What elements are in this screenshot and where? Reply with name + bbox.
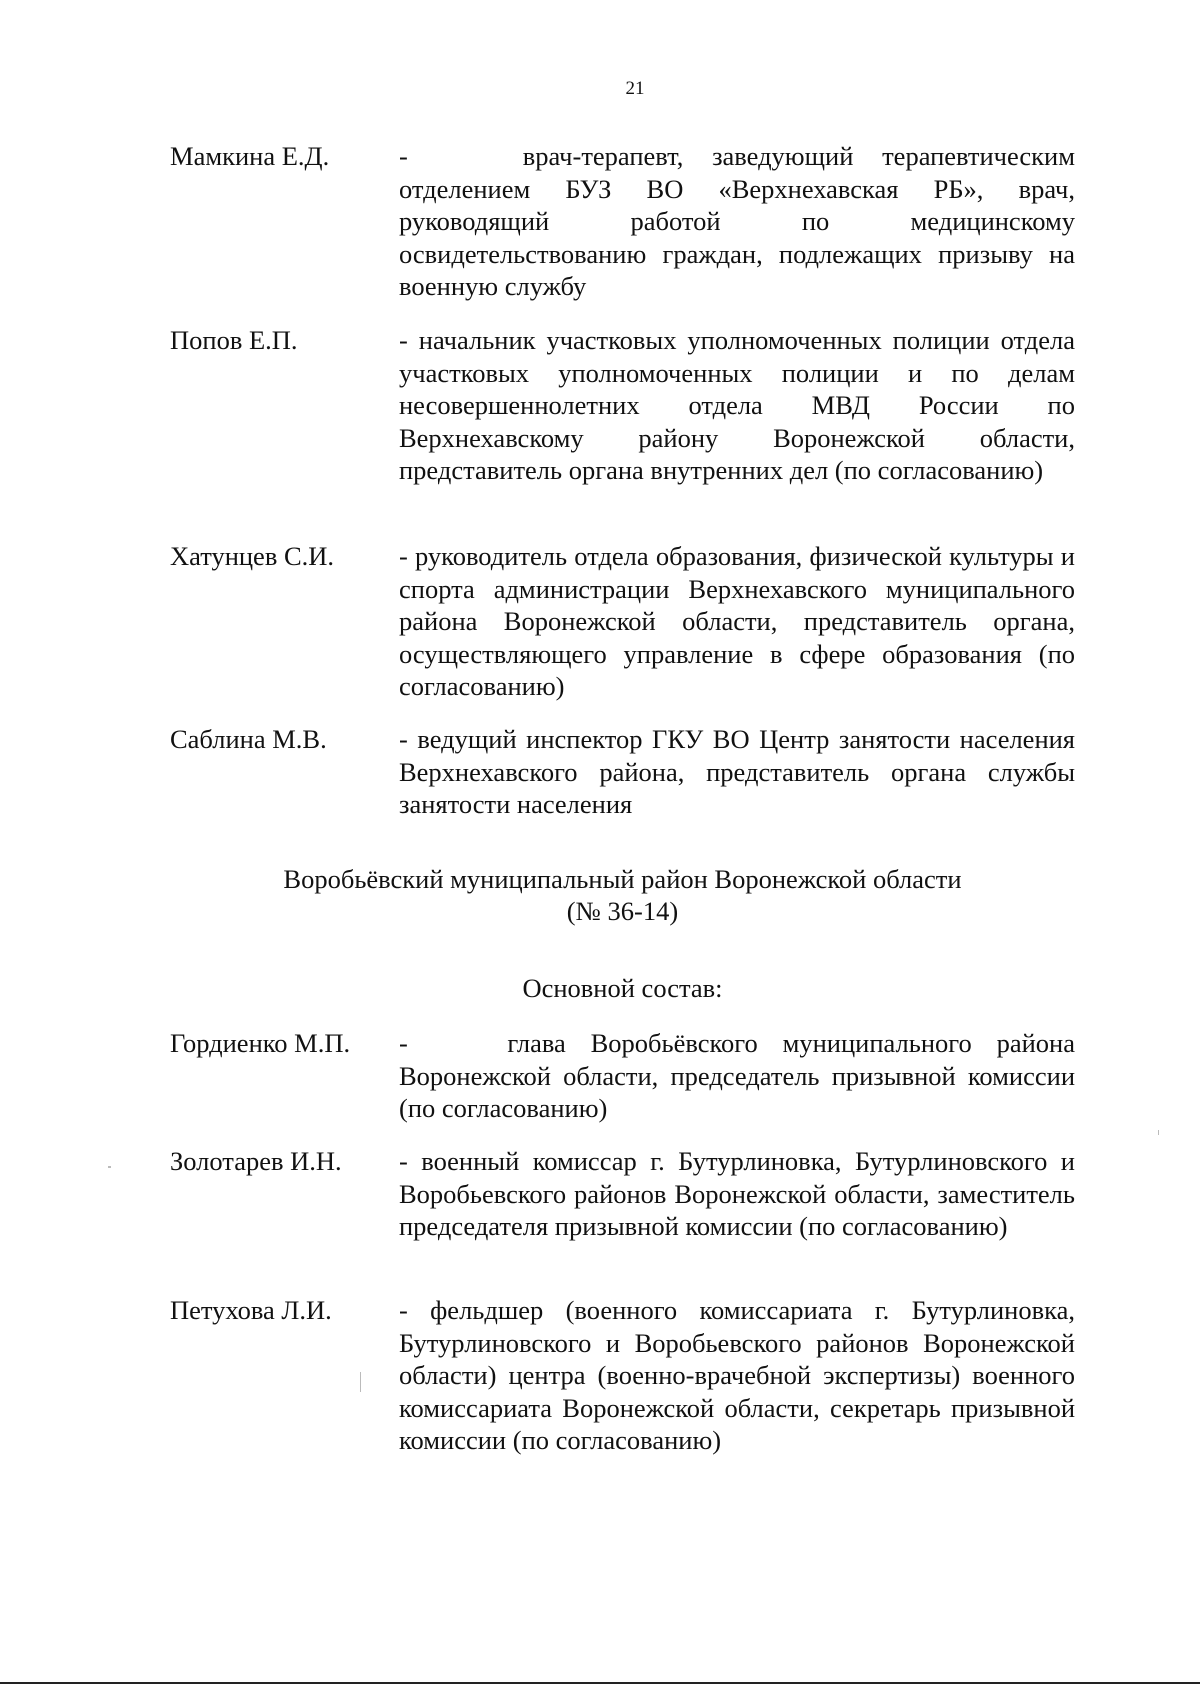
section-number: (№ 36-14) — [566, 896, 679, 926]
scan-artifact — [1158, 1130, 1159, 1135]
member-entry — [170, 723, 1075, 821]
member-description: - ведущий инспектор ГКУ ВО Центр занятости населения Верхнехавского района, представитель органа службы занятости населения — [399, 724, 1075, 819]
member-entry — [170, 540, 1075, 703]
member-name: Саблина М.В. — [170, 724, 327, 754]
section-subtitle: Основной состав: — [522, 973, 723, 1003]
member-description: - глава Воробьёвского муниципального района Воронежской области, председатель призывной комиссии (по согласованию) — [399, 1028, 1075, 1123]
member-name: Золотарев И.Н. — [170, 1146, 342, 1176]
member-entry — [170, 1294, 1075, 1457]
section-title: Воробьёвский муниципальный район Воронежской области — [283, 864, 962, 894]
bottom-rule — [0, 1682, 1200, 1684]
member-entry — [170, 1027, 1075, 1125]
member-description: - военный комиссар г. Бутурлиновка, Бутурлиновского и Воробьевского районов Воронежской области, заместитель председателя призывной комиссии (по согласованию) — [399, 1146, 1075, 1241]
member-name: Гордиенко М.П. — [170, 1028, 351, 1058]
member-description: - фельдшер (военного комиссариата г. Бутурлиновка, Бутурлиновского и Воробьевского районов Воронежской области) центра (военно-врачебной экспертизы) военного комиссариата Воронежской области, секретарь призывной комиссии (по согласованию) — [399, 1295, 1075, 1455]
member-description: - руководитель отдела образования, физической культуры и спорта администрации Верхнехавского муниципального района Воронежской области, представитель органа, осуществляющего управление в сфере образования (по согласованию) — [399, 541, 1075, 701]
member-entry — [170, 140, 1075, 303]
scan-artifact — [360, 1372, 361, 1392]
page-number: 21 — [625, 78, 645, 99]
member-entry — [170, 324, 1075, 487]
member-name: Мамкина Е.Д. — [170, 141, 330, 171]
scan-artifact — [108, 1166, 111, 1168]
member-description: - начальник участковых уполномоченных полиции отдела участковых уполномоченных полиции и по делам несовершеннолетних отдела МВД России по Верхнехавскому району Воронежской области, представитель органа внутренних дел (по согласованию) — [399, 325, 1075, 485]
member-entry — [170, 1145, 1075, 1243]
member-description: - врач-терапевт, заведующий терапевтическим отделением БУЗ ВО «Верхнехавская РБ», врач, руководящий работой по медицинскому освидетельствованию граждан, подлежащих призыву на военную службу — [399, 141, 1075, 301]
member-name: Попов Е.П. — [170, 325, 298, 355]
member-name: Петухова Л.И. — [170, 1295, 332, 1325]
member-name: Хатунцев С.И. — [170, 541, 335, 571]
